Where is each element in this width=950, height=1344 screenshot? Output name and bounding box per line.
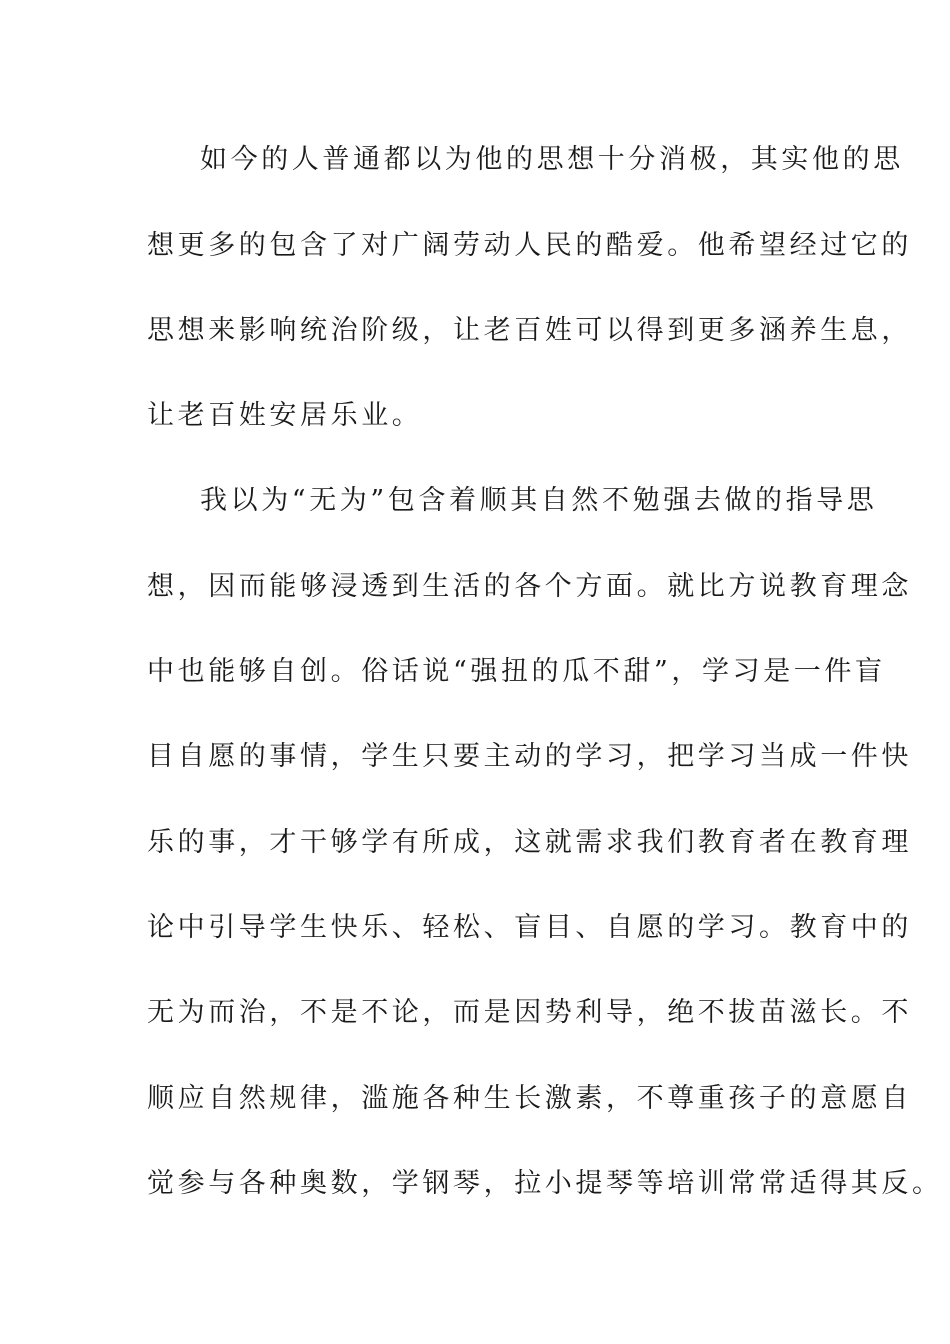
paragraph-1-line-2: 想更多的包含了对广阔劳动人民的酷爱。他希望经过它的 <box>147 230 912 261</box>
paragraph-2-line-9: 觉参与各种奥数，学钢琴，拉小提琴等培训常常适得其反。 <box>147 1168 943 1199</box>
paragraph-2-line-8: 顺应自然规律，滥施各种生长激素，不尊重孩子的意愿自 <box>147 1083 912 1114</box>
paragraph-2-line-6: 论中引导学生快乐、轻松、盲目、自愿的学习。教育中的 <box>147 912 912 943</box>
paragraph-1-line-1: 如今的人普通都以为他的思想十分消极，其实他的思 <box>200 144 904 175</box>
paragraph-2-line-3: 中也能够自创。俗话说“强扭的瓜不甜”，学习是一件盲 <box>147 656 886 687</box>
paragraph-2-line-1: 我以为“无为”包含着顺其自然不勉强去做的指导思 <box>200 485 878 516</box>
paragraph-2-line-4: 目自愿的事情，学生只要主动的学习，把学习当成一件快 <box>147 741 912 772</box>
paragraph-2-line-7: 无为而治，不是不论，而是因势利导，绝不拔苗滋长。不 <box>147 997 912 1028</box>
paragraph-2-line-5: 乐的事，才干够学有所成，这就需求我们教育者在教育理 <box>147 827 912 858</box>
paragraph-1-line-3: 思想来影响统治阶级，让老百姓可以得到更多涵养生息， <box>147 315 912 346</box>
paragraph-2-line-2: 想，因而能够浸透到生活的各个方面。就比方说教育理念 <box>147 571 912 602</box>
paragraph-1-line-4: 让老百姓安居乐业。 <box>147 400 423 431</box>
